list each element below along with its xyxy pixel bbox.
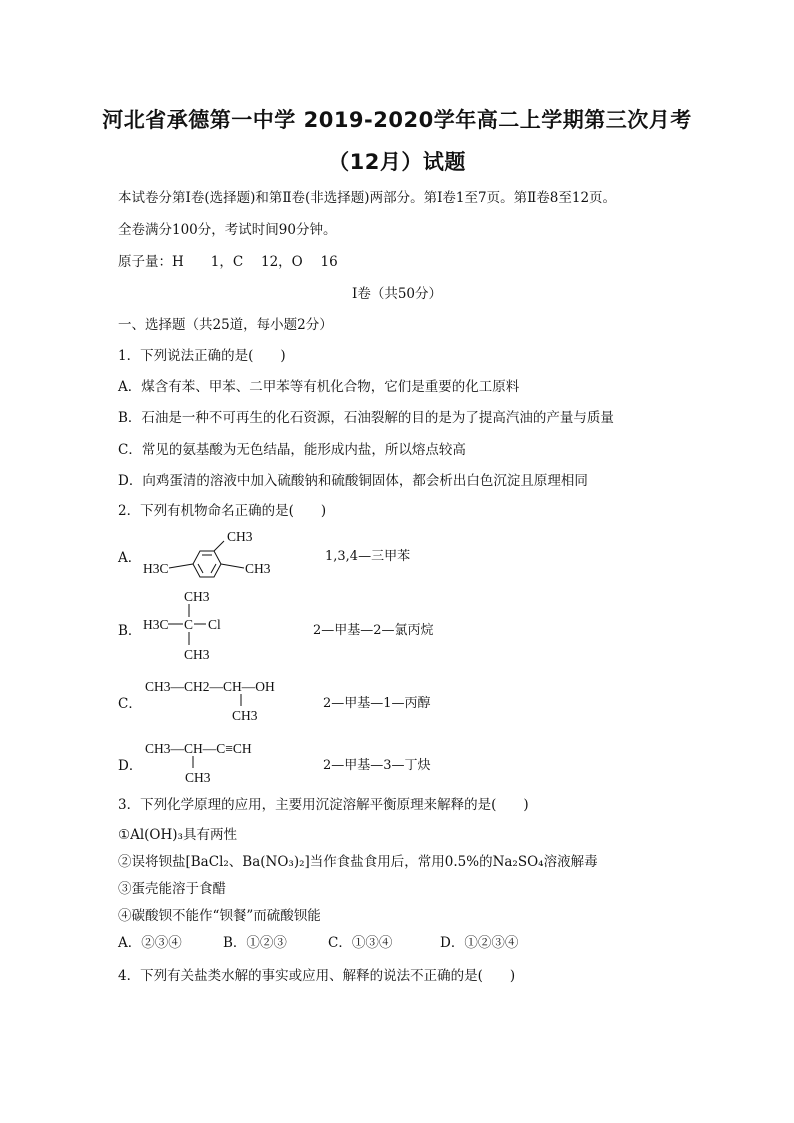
q3-item-1: ①Al(OH)₃具有两性: [118, 827, 237, 843]
structure-d-bottom-group: CH3: [185, 770, 211, 785]
ring-double-bond: [211, 564, 216, 573]
q1-option-c: C．常见的氨基酸为无色结晶，能形成内盐，所以熔点较高: [118, 442, 466, 458]
intro-line1: 本试卷分第Ⅰ卷(选择题)和第Ⅱ卷(非选择题)两部分。第Ⅰ卷1至7页。第Ⅱ卷8至12页。: [118, 190, 617, 206]
q1-option-a: A．煤含有苯、甲苯、二甲苯等有机化合物，它们是重要的化工原料: [118, 379, 520, 395]
q2-option-c-structure: [142, 672, 312, 724]
bond-line: [221, 564, 244, 568]
intro-line2: 全卷满分100分，考试时间90分钟。: [118, 222, 337, 238]
q1-stem: 1．下列说法正确的是( ): [118, 348, 286, 364]
section-heading: 一、选择题（共25道，每小题2分）: [118, 317, 333, 333]
structure-b-center-atom: C: [184, 617, 194, 632]
q3-option-b: B．①②③: [223, 935, 287, 951]
structure-c-chain: CH3—CH2—CH—OH: [145, 679, 275, 694]
q3-option-d: D．①②③④: [440, 935, 519, 951]
structure-b-bottom-group: CH3: [184, 647, 210, 662]
bond-line: [214, 541, 224, 551]
q2-stem: 2．下列有机物命名正确的是( ): [118, 503, 327, 519]
atomic-mass-line: 原子量：H 1，C 12，O 16: [118, 254, 338, 270]
q1-option-b: B．石油是一种不可再生的化石资源，石油裂解的目的是为了提高汽油的产量与质量: [118, 410, 614, 426]
q4-stem: 4．下列有关盐类水解的事实或应用、解释的说法不正确的是( ): [118, 968, 516, 984]
q2-option-c-name: 2—甲基—1—丙醇: [323, 696, 431, 711]
q3-stem: 3．下列化学原理的应用，主要用沉淀溶解平衡原理来解释的是( ): [118, 797, 529, 813]
q2-option-a-structure: [140, 524, 300, 588]
q2-option-c-label: C．: [118, 696, 142, 712]
structure-a-left-group: H3C: [143, 561, 169, 576]
structure-d-chain: CH3—CH—C≡CH: [145, 741, 252, 756]
q3-option-c: C．①③④: [328, 935, 393, 951]
q2-option-a-name: 1,3,4—三甲苯: [325, 549, 411, 564]
q1-option-d: D．向鸡蛋清的溶液中加入硫酸钠和硫酸铜固体，都会析出白色沉淀且原理相同: [118, 473, 588, 489]
structure-b-top-group: CH3: [184, 589, 210, 604]
q2-option-b-structure: [140, 586, 260, 664]
structure-b-right-group: Cl: [208, 617, 221, 632]
volume-heading: Ⅰ卷（共50分）: [351, 286, 442, 302]
q2-option-b-label: B．: [118, 623, 142, 639]
q2-option-a-label: A．: [118, 550, 142, 566]
q3-item-3: ③蛋壳能溶于食醋: [118, 881, 226, 897]
exam-title-line2: （12月）试题: [328, 150, 466, 174]
q2-option-b-name: 2—甲基—2—氯丙烷: [313, 623, 434, 638]
structure-c-bottom-group: CH3: [232, 708, 258, 723]
ring-double-bond: [198, 564, 203, 573]
structure-b-left-group: H3C: [143, 617, 169, 632]
q3-item-4: ④碳酸钡不能作“钡餐”而硫酸钡能: [118, 908, 321, 924]
q2-option-d-name: 2—甲基—3—丁炔: [323, 758, 431, 773]
structure-a-right-group: CH3: [245, 561, 271, 576]
structure-a-top-group: CH3: [227, 529, 253, 544]
q3-options-row: [118, 931, 518, 951]
exam-title-line1: 河北省承德第一中学 2019-2020学年高二上学期第三次月考: [102, 108, 692, 132]
bond-line: [169, 564, 193, 568]
q2-option-d-label: D．: [118, 758, 143, 774]
q2-option-d-structure: [142, 734, 292, 786]
q3-item-2: ②误将钡盐[BaCl₂、Ba(NO₃)₂]当作食盐食用后，常用0.5%的Na₂SO₄溶液解毒: [118, 854, 598, 870]
q3-option-a: A．②③④: [118, 935, 182, 951]
